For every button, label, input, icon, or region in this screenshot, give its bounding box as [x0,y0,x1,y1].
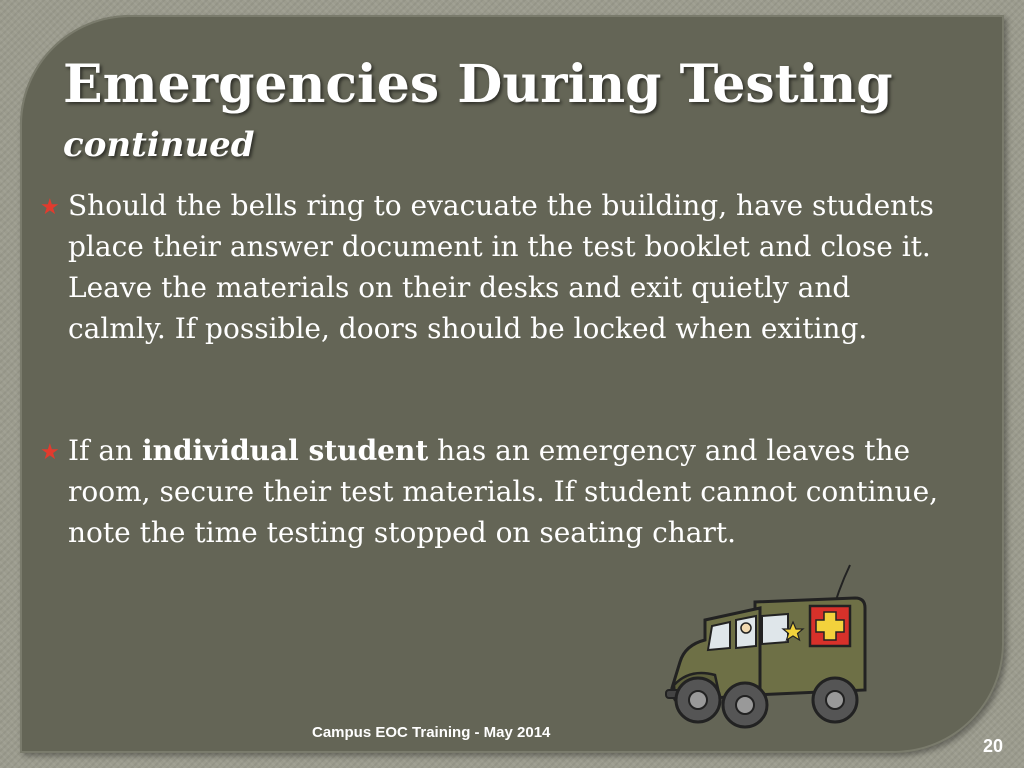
bullet-emphasis: individual student [141,434,429,467]
bullet-text: Should the bells ring to evacuate the building, have students place their answer document in the test booklet and close it. Leave the materials on their desks and exit quietly and calmly. If possible, doors should be locked when exiting. [68,189,934,345]
bullet-item [40,430,940,553]
star-icon: ★ [40,195,60,220]
ambulance-icon [660,550,880,735]
bullet-text-suffix: has an emergency and leaves the room, secure their test materials. If student cannot continue, note the time testing stopped on seating chart. [68,434,939,549]
slide-subtitle: continued [63,125,255,165]
bullet-item [40,185,940,349]
slide-footer: Campus EOC Training - May 2014 [312,724,551,741]
star-icon: ★ [40,440,60,465]
bullet-text-prefix: If an [68,434,142,467]
page-number: 20 [983,736,1004,756]
bullet-text [68,430,940,553]
slide-title: Emergencies During Testing [63,54,893,115]
